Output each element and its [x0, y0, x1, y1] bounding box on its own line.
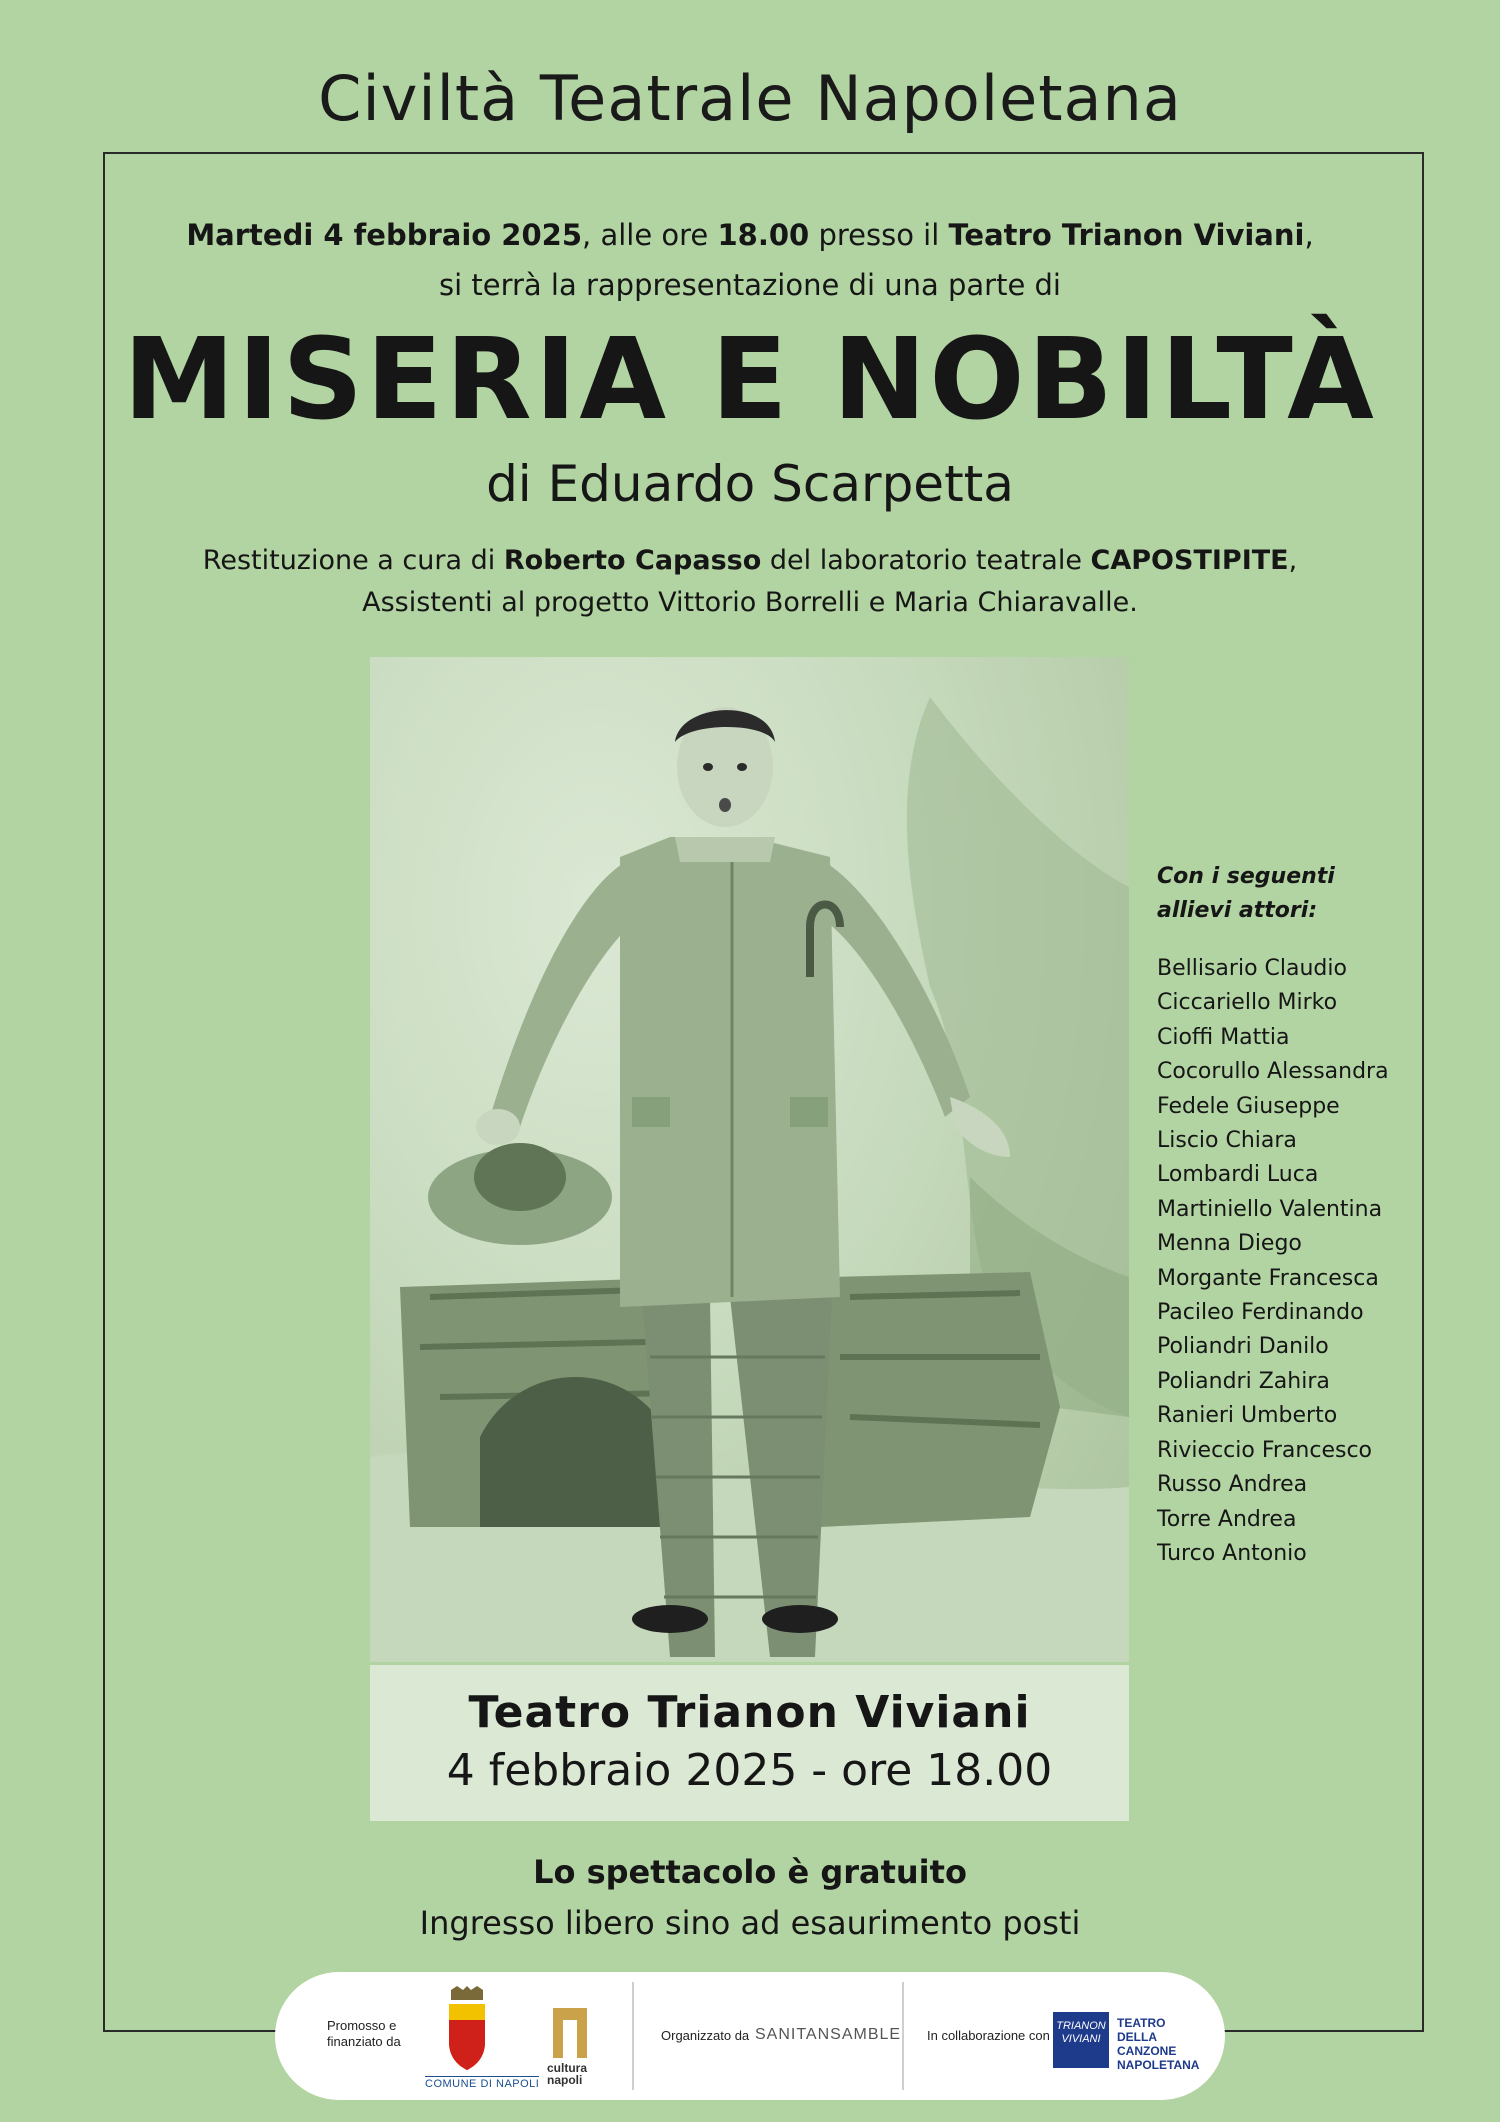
cast-member: Torre Andrea: [1157, 1506, 1297, 1532]
cast-member: Morgante Francesca: [1157, 1265, 1379, 1291]
cast-member: Russo Andrea: [1157, 1472, 1308, 1498]
intro-line-2: si terrà la rappresentazione di una parte di: [439, 268, 1061, 302]
cast-member: Lombardi Luca: [1157, 1162, 1319, 1188]
play-title: MISERIA E NOBILTÀ: [123, 315, 1377, 445]
credits-line-1: [0, 540, 1500, 582]
event-venue: Teatro Trianon Viviani: [948, 218, 1305, 252]
cast-member: Ciccariello Mirko: [1157, 990, 1338, 1016]
actor-illustration: [370, 657, 1129, 1662]
event-time: 18.00: [717, 218, 810, 252]
cast-panel: [1157, 860, 1417, 1571]
intro-text: presso il: [809, 218, 949, 252]
lab-name: CAPOSTIPITE: [1090, 545, 1289, 576]
promoted-label: [327, 2018, 401, 2050]
intro-line-1: [0, 212, 1500, 258]
cast-member: Menna Diego: [1157, 1231, 1302, 1257]
director-name: Roberto Capasso: [503, 545, 762, 576]
cast-member: Turco Antonio: [1157, 1540, 1307, 1566]
cast-member: Poliandri Zahira: [1157, 1368, 1330, 1394]
trianon-line: NAPOLETANA: [1117, 2058, 1200, 2072]
trianon-line: DELLA: [1117, 2030, 1157, 2044]
credits-text: Restituzione a cura di: [202, 545, 504, 576]
collab-label: In collaborazione con: [927, 2028, 1050, 2043]
sanitansamble-logo: SANITANSAMBLE: [755, 2026, 902, 2043]
trianon-logo: [1053, 2012, 1109, 2068]
play-author: di Eduardo Scarpetta: [486, 455, 1014, 513]
logo-divider: [902, 1982, 904, 2090]
trianon-text: [1117, 2016, 1199, 2072]
header-title: Civiltà Teatrale Napoletana: [318, 62, 1182, 135]
organized-label: Organizzato da: [661, 2028, 750, 2043]
promoted-line: finanziato da: [327, 2034, 401, 2049]
cast-heading-line: Con i seguenti: [1157, 864, 1335, 889]
cast-member: Pacileo Ferdinando: [1157, 1300, 1364, 1326]
cast-member: Liscio Chiara: [1157, 1128, 1297, 1154]
admission-subtitle: Ingresso libero sino ad esaurimento posti: [419, 1904, 1081, 1942]
cultura-line: cultura: [547, 2061, 588, 2075]
venue-date: 4 febbraio 2025 - ore 18.00: [446, 1745, 1053, 1796]
napoli-caption: COMUNE DI NAPOLI: [425, 2078, 540, 2090]
cultura-napoli-text: [547, 2062, 587, 2086]
credits-line-2: Assistenti al progetto Vittorio Borrelli e Maria Chiaravalle.: [362, 587, 1138, 618]
cast-list: [1157, 952, 1417, 1571]
actor-photo: [370, 657, 1129, 1662]
cast-member: Martiniello Valentina: [1157, 1196, 1383, 1222]
cast-member: Rivieccio Francesco: [1157, 1437, 1372, 1463]
napoli-crest-icon: [445, 1986, 489, 2072]
cast-heading-line: allievi attori:: [1157, 898, 1318, 923]
intro-text: , alle ore: [582, 218, 718, 252]
admission-title: Lo spettacolo è gratuito: [533, 1853, 967, 1891]
trianon-mark-line: VIVIANI: [1061, 2033, 1101, 2045]
cast-member: Bellisario Claudio: [1157, 956, 1347, 981]
cultura-napoli-icon: [553, 2008, 587, 2058]
event-date: Martedi 4 febbraio 2025: [186, 218, 583, 252]
intro-text: ,: [1304, 218, 1314, 252]
trianon-line: TEATRO: [1117, 2016, 1166, 2030]
cast-member: Ranieri Umberto: [1157, 1403, 1338, 1429]
trianon-line: CANZONE: [1117, 2044, 1177, 2058]
trianon-mark-line: TRIANON: [1056, 2020, 1106, 2032]
promoted-line: Promosso e: [327, 2018, 397, 2033]
logo-divider: [632, 1982, 634, 2090]
cultura-line: napoli: [547, 2073, 583, 2087]
venue-name: Teatro Trianon Viviani: [468, 1687, 1031, 1738]
credits: [0, 540, 1500, 624]
cast-member: Fedele Giuseppe: [1157, 1093, 1340, 1119]
credits-text: ,: [1288, 545, 1298, 576]
credits-text: del laboratorio teatrale: [761, 545, 1091, 576]
sponsor-logo-bar: [275, 1972, 1225, 2100]
cast-member: Cocorullo Alessandra: [1157, 1059, 1389, 1085]
cast-heading: [1157, 860, 1417, 928]
venue-box: [370, 1665, 1129, 1821]
cast-member: Poliandri Danilo: [1157, 1334, 1329, 1360]
cast-member: Cioffi Mattia: [1157, 1024, 1290, 1050]
